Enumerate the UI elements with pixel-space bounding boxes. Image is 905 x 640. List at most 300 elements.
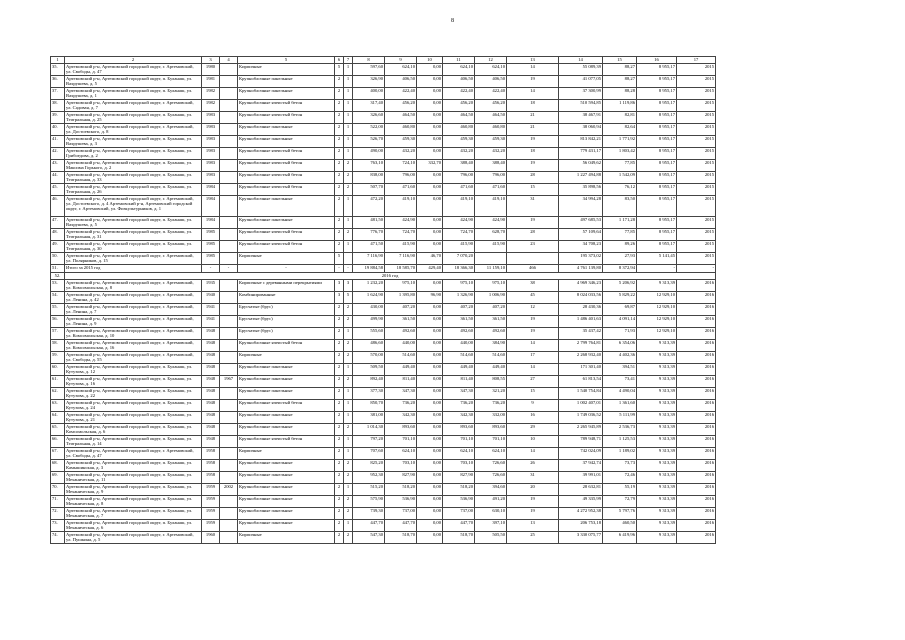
table-cell [220, 352, 238, 364]
table-cell: 71,93 [603, 328, 637, 340]
table-cell: 2 [335, 424, 344, 436]
housing-register-table [50, 56, 716, 544]
table-cell: 1 803,42 [603, 148, 637, 160]
section-label: 2016 год [65, 273, 716, 280]
table-row [51, 196, 716, 217]
table-cell: 2 [344, 376, 353, 388]
table-cell: 1 395,80 [385, 292, 417, 304]
column-header: 11 [443, 57, 475, 64]
table-cell: 2016 [677, 292, 716, 304]
table-cell: 1948 [202, 388, 220, 400]
table-cell: 89,26 [603, 241, 637, 253]
table-cell: 2016 [677, 364, 716, 376]
table-row [51, 136, 716, 148]
table-cell: 28 [507, 229, 559, 241]
table-cell: 2016 [677, 340, 716, 352]
table-cell: 2 [335, 448, 344, 460]
table-cell: 892,40 [353, 376, 385, 388]
address-cell: Артемовский р-н, Артемовский городской округ, п. Буланаш, ул. Комсомольская, д. 6 [65, 424, 202, 436]
table-cell [220, 340, 238, 352]
table-cell: 88,27 [603, 64, 637, 76]
table-cell: 2015 [677, 124, 716, 136]
table-cell: 975,10 [385, 280, 417, 292]
table-row [51, 508, 716, 520]
table-cell: 1948 [202, 340, 220, 352]
table-cell: 407,20 [443, 304, 475, 316]
table-row [51, 448, 716, 460]
table-cell: 424,90 [385, 217, 417, 229]
table-cell: 19 [507, 217, 559, 229]
table-cell: 16 [507, 412, 559, 424]
table-cell [220, 64, 238, 76]
table-cell: Крупноблочные панельные [238, 124, 335, 136]
table-cell: 69,87 [603, 304, 637, 316]
table-cell: 422,40 [385, 88, 417, 100]
table-cell: 2015 [677, 100, 716, 112]
address-cell: Артемовский р-н, Артемовский городской округ, п. Буланаш, ул. Театральная, д. 33 [65, 172, 202, 184]
table-cell: 73,73 [603, 460, 637, 472]
table-cell: 0,00 [417, 172, 443, 184]
table-cell [220, 217, 238, 229]
table-cell: 9 313,39 [637, 472, 677, 484]
table-row [51, 172, 716, 184]
table-cell: 49 335,99 [559, 496, 603, 508]
table-cell: 394,51 [603, 364, 637, 376]
table-cell: 1 [344, 400, 353, 412]
table-cell: 703,10 [385, 460, 417, 472]
table-cell: 0,00 [417, 508, 443, 520]
table-cell: 8 955,17 [637, 229, 677, 241]
table-cell: 406,50 [443, 76, 475, 88]
table-cell: 1948 [202, 364, 220, 376]
table-row [51, 472, 716, 484]
table-cell: 37 942,74 [559, 460, 603, 472]
table-cell: 2 [335, 496, 344, 508]
table-cell: 2016 [677, 496, 716, 508]
table-cell: Крупноблочные ячеистый бетон [238, 172, 335, 184]
table-cell: 1 [344, 124, 353, 136]
table-cell: 518,70 [385, 532, 417, 544]
table-cell: 8 955,17 [637, 217, 677, 229]
table-cell: 742 024,09 [559, 448, 603, 460]
table-cell: 9 313,39 [637, 352, 677, 364]
table-cell: 39. [51, 112, 65, 124]
table-cell: 0,00 [417, 196, 443, 217]
table-cell: 7 070,20 [443, 253, 475, 265]
table-cell: 518,20 [385, 484, 417, 496]
table-cell: 1 [344, 388, 353, 400]
table-cell: 2016 [677, 424, 716, 436]
table-cell: 2 [335, 376, 344, 388]
table-cell: 1959 [202, 484, 220, 496]
table-cell: 70. [51, 484, 65, 496]
table-cell: 471,60 [475, 184, 507, 196]
table-cell: 61. [51, 376, 65, 388]
table-cell: 48. [51, 229, 65, 241]
table-cell: 14 [507, 64, 559, 76]
table-cell: 2 [344, 184, 353, 196]
table-cell: 15 [507, 184, 559, 196]
table-cell: 464,50 [385, 112, 417, 124]
table-cell: 518,70 [443, 532, 475, 544]
table-cell: 2 [335, 328, 344, 340]
table-cell: Брусчатые (брус) [238, 328, 335, 340]
table-cell: 737,00 [385, 508, 417, 520]
table-cell: 40. [51, 124, 65, 136]
table-cell: 624,10 [385, 448, 417, 460]
table-row [51, 424, 716, 436]
table-cell: 82,64 [603, 124, 637, 136]
table-cell: Брусчатые (брус) [238, 316, 335, 328]
table-cell [220, 496, 238, 508]
table-cell: 893,60 [385, 424, 417, 436]
table-cell: 9 313,39 [637, 508, 677, 520]
table-cell: 96,90 [417, 292, 443, 304]
table-cell: 825,20 [353, 460, 385, 472]
table-cell: 2 [344, 229, 353, 241]
table-cell: 63. [51, 400, 65, 412]
total-cell: 51. [51, 265, 65, 273]
table-cell: 5 [335, 64, 344, 76]
table-cell: 1 [344, 241, 353, 253]
table-cell: 49. [51, 241, 65, 253]
table-cell: 5 206,92 [603, 280, 637, 292]
table-cell: 811,40 [443, 376, 475, 388]
address-cell: Артемовский р-н, Артемовский городской округ, г. Артемовский, ул. Комсомольская, д. 10 [65, 328, 202, 340]
table-cell: 1985 [202, 229, 220, 241]
table-row [51, 241, 716, 253]
table-cell: 1982 [202, 88, 220, 100]
table-cell [220, 253, 238, 265]
table-cell: 1983 [202, 172, 220, 184]
table-cell: 460,80 [385, 124, 417, 136]
table-cell: 2015 [677, 241, 716, 253]
table-cell: 459,30 [475, 136, 507, 148]
table-cell: 1948 [202, 400, 220, 412]
address-cell: Артемовский р-н, Артемовский городской округ, п. Буланаш, ул. Вахрушева, д. 5 [65, 76, 202, 88]
table-cell: 2 [344, 316, 353, 328]
address-cell: Артемовский р-н, Артемовский городской округ, г. Артемовский, ул. Свободы, д. 47 [65, 448, 202, 460]
table-row [51, 76, 716, 88]
table-cell: 0,00 [417, 88, 443, 100]
table-cell: 59. [51, 352, 65, 364]
table-cell: 388,40 [443, 160, 475, 172]
table-cell: 4 402,36 [603, 352, 637, 364]
table-cell: 2 [335, 148, 344, 160]
total-cell: - [202, 265, 220, 273]
table-cell: 2 [344, 532, 353, 544]
table-cell: 0,00 [417, 76, 443, 88]
table-cell: Крупноблочные панельные [238, 76, 335, 88]
column-header: 6 [335, 57, 344, 64]
table-cell: 1959 [202, 508, 220, 520]
table-cell: 415,90 [385, 241, 417, 253]
table-cell: 6 354,06 [603, 340, 637, 352]
table-cell: 8 955,17 [637, 88, 677, 100]
table-cell: 37. [51, 88, 65, 100]
table-cell: 361,50 [385, 316, 417, 328]
table-cell [220, 448, 238, 460]
table-cell: 2 [335, 400, 344, 412]
address-cell: Артемовский р-н, Артемовский городской округ, п. Буланаш, ул. Вахрушева, д. 1 [65, 88, 202, 100]
table-cell: 2016 [677, 328, 716, 340]
table-cell: 893,60 [443, 424, 475, 436]
table-cell [220, 148, 238, 160]
table-cell: 492,60 [443, 328, 475, 340]
table-cell: 31 [507, 196, 559, 217]
table-cell: 88,28 [603, 88, 637, 100]
table-cell: 2016 [677, 412, 716, 424]
table-cell: 29 [507, 424, 559, 436]
table-cell: 44. [51, 172, 65, 184]
table-cell: 424,90 [475, 217, 507, 229]
table-cell [220, 241, 238, 253]
table-cell: 464,50 [443, 112, 475, 124]
table-cell: 2002 [220, 484, 238, 496]
table-cell: 726,60 [475, 460, 507, 472]
table-cell [220, 532, 238, 544]
table-cell: 1 542,09 [603, 172, 637, 184]
table-cell: 381,00 [353, 412, 385, 424]
table-cell: 2 [344, 508, 353, 520]
address-cell: Артемовский р-н, Артемовский городской округ, п. Буланаш, ул. Механическая, д. 9 [65, 484, 202, 496]
table-row [51, 292, 716, 304]
table-cell: 31 [507, 472, 559, 484]
table-cell: 2016 [677, 484, 716, 496]
table-cell: 1940 [202, 292, 220, 304]
table-cell [220, 160, 238, 172]
table-cell: 19 [507, 496, 559, 508]
table-cell: 2 [344, 160, 353, 172]
table-cell: 195 373,02 [559, 253, 603, 265]
table-row [51, 304, 716, 316]
table-cell [220, 388, 238, 400]
table-cell: 432,20 [443, 148, 475, 160]
table-cell: 9 313,39 [637, 376, 677, 388]
table-cell: 54. [51, 292, 65, 304]
address-cell: Артемовский р-н, Артемовский городской округ, г. Артемовский, ул. Полярников, д. 15 [65, 253, 202, 265]
table-cell: 72,79 [603, 496, 637, 508]
table-cell: Крупноблочные ячеистый бетон [238, 400, 335, 412]
table-cell: 7 116,90 [353, 253, 385, 265]
table-cell: 432,20 [475, 148, 507, 160]
table-cell: 34 708,23 [559, 241, 603, 253]
table-cell: 60. [51, 364, 65, 376]
table-cell: 2 [344, 460, 353, 472]
table-cell: 20 [507, 484, 559, 496]
address-cell: Артемовский р-н, Артемовский городской округ, г. Артемовский, ул. Пушкина, д. 5 [65, 532, 202, 544]
table-cell: 8 955,17 [637, 241, 677, 253]
table-cell [344, 253, 353, 265]
table-cell: 1948 [202, 352, 220, 364]
table-cell: 0,00 [417, 472, 443, 484]
table-cell: 492,60 [475, 328, 507, 340]
table-cell: 2 [335, 124, 344, 136]
table-cell: 1 227 494,88 [559, 172, 603, 184]
table-cell: 83,50 [603, 196, 637, 217]
table-cell: 0,00 [417, 148, 443, 160]
address-cell: Артемовский р-н, Артемовский городской округ, п. Буланаш, ул. Вахрушева, д. 3 [65, 136, 202, 148]
address-cell: Артемовский р-н, Артемовский городской округ, г. Артемовский, ул. Ленина, д. 9 [65, 316, 202, 328]
table-cell: 45. [51, 184, 65, 196]
table-cell: 1 624,90 [353, 292, 385, 304]
table-cell: 66. [51, 436, 65, 448]
table-cell: 388,40 [475, 160, 507, 172]
table-cell: 1 [344, 436, 353, 448]
table-cell: 15 [507, 388, 559, 400]
table-cell: 9 313,39 [637, 532, 677, 544]
table-cell: 1960 [202, 532, 220, 544]
address-cell: Артемовский р-н, Артемовский городской округ, п. Буланаш, ул. Вахрушева, д. 5 [65, 217, 202, 229]
total-cell: 466 [507, 265, 559, 273]
table-cell [220, 112, 238, 124]
table-cell: 57. [51, 328, 65, 340]
table-cell: 14 [507, 448, 559, 460]
table-cell: 2016 [677, 304, 716, 316]
table-cell: 432,20 [385, 148, 417, 160]
table-cell: 0,00 [417, 304, 443, 316]
table-cell: 72. [51, 508, 65, 520]
table-cell: 440,00 [385, 340, 417, 352]
table-cell: 2 [335, 412, 344, 424]
year-section-row [51, 273, 716, 280]
table-cell: Крупноблочные ячеистый бетон [238, 229, 335, 241]
table-cell [220, 229, 238, 241]
table-cell: 1 540 754,84 [559, 388, 603, 400]
table-cell: 2 [344, 496, 353, 508]
table-row [51, 100, 716, 112]
table-cell: 8 955,17 [637, 124, 677, 136]
table-cell: 1948 [202, 328, 220, 340]
table-cell: 47. [51, 217, 65, 229]
table-cell: 486,60 [353, 340, 385, 352]
table-cell: Крупноблочные ячеистый бетон [238, 241, 335, 253]
table-row [51, 88, 716, 100]
table-cell: 62. [51, 388, 65, 400]
table-cell: 326,60 [353, 112, 385, 124]
table-cell: 526,70 [353, 136, 385, 148]
table-cell: 422,40 [475, 88, 507, 100]
table-cell: 2016 [677, 520, 716, 532]
table-cell: 2015 [677, 148, 716, 160]
table-cell: 9 [507, 400, 559, 412]
table-cell: 46,70 [417, 253, 443, 265]
address-cell: Артемовский р-н, Артемовский городской округ, п. Буланаш, ул. Механическая, д. 7 [65, 508, 202, 520]
address-cell: Артемовский р-н, Артемовский городской округ, г. Артемовский, ул. Комсомольская, д. 8 [65, 280, 202, 292]
section-number: 52. [51, 273, 65, 280]
table-cell: 3 [335, 280, 344, 292]
table-cell: 400,00 [353, 88, 385, 100]
column-header: 10 [417, 57, 443, 64]
table-cell: 347,30 [385, 388, 417, 400]
table-row [51, 148, 716, 160]
table-cell: 707,60 [353, 448, 385, 460]
table-cell: 472,20 [353, 196, 385, 217]
table-cell: Комбинированные [238, 292, 335, 304]
table-cell: 459,30 [385, 136, 417, 148]
table-cell: 1 [344, 520, 353, 532]
table-cell: Крупноблочные ячеистый бетон [238, 436, 335, 448]
table-cell: 4 272 952,38 [559, 508, 603, 520]
table-cell: Крупноблочные панельные [238, 388, 335, 400]
table-cell: 415,90 [475, 241, 507, 253]
table-cell: 5 [344, 292, 353, 304]
table-cell: 505,50 [475, 532, 507, 544]
table-cell: 1 486 401,63 [559, 316, 603, 328]
table-cell: 38 [507, 280, 559, 292]
table-cell: 2015 [677, 112, 716, 124]
table-cell: 597,60 [353, 64, 385, 76]
table-cell: 1981 [202, 76, 220, 88]
table-cell: 2 [335, 304, 344, 316]
table-cell: 492,60 [385, 328, 417, 340]
table-cell: 1 [344, 448, 353, 460]
table-cell: 35 898,56 [559, 184, 603, 196]
table-cell: 0,00 [417, 241, 443, 253]
table-cell [220, 412, 238, 424]
column-header: 9 [385, 57, 417, 64]
table-cell: 2 [335, 196, 344, 217]
table-cell: 624,10 [443, 448, 475, 460]
table-cell: 1967 [220, 376, 238, 388]
table-cell: 14 [507, 340, 559, 352]
table-cell: 332,00 [475, 412, 507, 424]
table-cell: 0,00 [417, 424, 443, 436]
table-cell: 459,30 [443, 136, 475, 148]
table-cell [220, 460, 238, 472]
table-cell: 827,90 [385, 472, 417, 484]
address-cell: Артемовский р-н, Артемовский городской округ, п. Буланаш, ул. Кутузова, д. 24 [65, 400, 202, 412]
table-cell: Крупноблочные панельные [238, 196, 335, 217]
table-cell: 0,00 [417, 412, 443, 424]
table-cell: 3 330 075,77 [559, 532, 603, 544]
table-cell: 19 [507, 508, 559, 520]
table-cell: 9 313,39 [637, 280, 677, 292]
table-cell: 56. [51, 316, 65, 328]
total-cell: 11 159,10 [475, 265, 507, 273]
table-cell: 2016 [677, 448, 716, 460]
table-cell: 628,70 [475, 229, 507, 241]
table-row [51, 496, 716, 508]
table-cell: 1959 [202, 496, 220, 508]
table-cell: 1 171,28 [603, 217, 637, 229]
table-cell: Кирпичные [238, 352, 335, 364]
table-cell: 1985 [202, 253, 220, 265]
table-cell: 827,90 [443, 472, 475, 484]
table-cell: 53. [51, 280, 65, 292]
table-cell: 2 [335, 340, 344, 352]
table-cell: 4 091,14 [603, 316, 637, 328]
table-cell: Крупноблочные ячеистый бетон [238, 112, 335, 124]
column-header: 14 [559, 57, 603, 64]
table-cell: 1983 [202, 136, 220, 148]
table-cell: 1983 [202, 148, 220, 160]
table-cell: 41 077,05 [559, 76, 603, 88]
table-cell: 789 948,71 [559, 436, 603, 448]
table-row [51, 340, 716, 352]
table-cell: 2 [335, 76, 344, 88]
column-header: 8 [353, 57, 385, 64]
table-cell: 624,10 [475, 448, 507, 460]
table-cell: 449,40 [385, 364, 417, 376]
table-cell: 1984 [202, 196, 220, 217]
table-row [51, 520, 716, 532]
table-cell: Кирпичные с деревянными перекрытиями [238, 280, 335, 292]
table-cell: Крупноблочные панельные [238, 496, 335, 508]
total-cell: 19 884,58 [353, 265, 385, 273]
table-cell: 630,10 [475, 508, 507, 520]
table-cell: 5 829,22 [603, 292, 637, 304]
